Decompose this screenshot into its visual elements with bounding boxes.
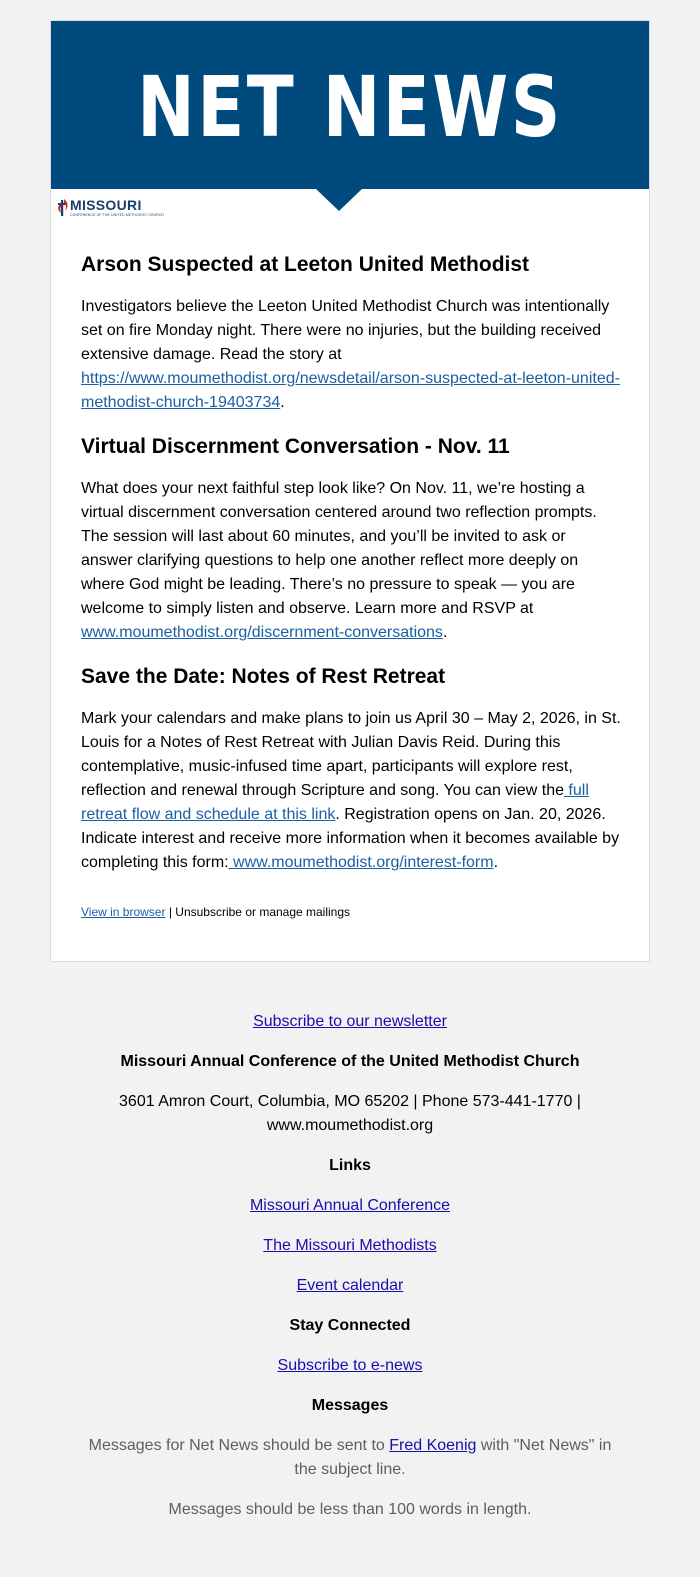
logo-subtitle: CONFERENCE OF THE UNITED METHODIST CHURCH bbox=[70, 213, 165, 217]
interest-form-link[interactable]: www.moumethodist.org/interest-form bbox=[228, 854, 494, 871]
missouri-conference-logo bbox=[57, 197, 165, 219]
unsubscribe-link[interactable]: Unsubscribe or manage mailings bbox=[175, 905, 351, 919]
newsletter-card bbox=[50, 20, 650, 962]
messages-length-note: Messages should be less than 100 words in length. bbox=[168, 1501, 532, 1518]
subscribe-enews-link[interactable]: Subscribe to e-news bbox=[277, 1357, 423, 1374]
links-heading: Links bbox=[329, 1157, 371, 1174]
header-banner bbox=[51, 21, 649, 189]
logo-wordmark: MISSOURI bbox=[70, 197, 142, 213]
messages-heading: Messages bbox=[311, 1397, 389, 1414]
article-title: Arson Suspected at Leeton United Methodist bbox=[81, 253, 530, 276]
missouri-methodists-link[interactable]: The Missouri Methodists bbox=[263, 1237, 437, 1254]
view-in-browser-link[interactable]: View in browser bbox=[81, 905, 166, 919]
org-name: Missouri Annual Conference of the United Methodist Church bbox=[120, 1053, 580, 1070]
article-body: Investigators believe the Leeton United Methodist Church was intentionally set on fire Monday night. There were no injuries, but the building received extensive damage. Read the story at https://www.moumethodist.org/newsdetail/arson-suspected-at-leeton-united-methodist-church-19403734. bbox=[81, 298, 620, 411]
messages-note: Messages for Net News should be sent to Fred Koenig with "Net News" in the subject line. bbox=[88, 1437, 612, 1478]
cross-flame-icon bbox=[57, 198, 69, 216]
fred-koenig-link[interactable]: Fred Koenig bbox=[389, 1437, 477, 1454]
article-body: Mark your calendars and make plans to join us April 30 – May 2, 2026, in St. Louis for a Notes of Rest Retreat with Julian Davis Reid. During this contemplative, music-infused time apart, participants will explore rest, reflection and renewal through Scripture and song. You can view the full retreat flow and schedule at this link. Registration opens on Jan. 20, 2026. Indicate interest and receive more information when it becomes available by completing this form: www.moumethodist.org/interest-form. bbox=[81, 710, 621, 871]
article-title: Virtual Discernment Conversation - Nov. 11 bbox=[81, 435, 510, 458]
event-calendar-link[interactable]: Event calendar bbox=[296, 1277, 404, 1294]
banner-title: NET NEWS bbox=[137, 58, 563, 156]
article-body: What does your next faithful step look like? On Nov. 11, we’re hosting a virtual discernment conversation centered around two reflection prompts. The session will last about 60 minutes, and you’ll be invited to ask or answer clarifying questions to help one another reflect more deeply on where God might be leading. There’s no pressure to speak — you are welcome to simply listen and observe. Learn more and RSVP at www.moumethodist.org/discernment-conversations. bbox=[81, 480, 597, 641]
subscribe-newsletter-link[interactable]: Subscribe to our newsletter bbox=[253, 1013, 447, 1030]
newsletter-content bbox=[81, 251, 621, 919]
mailing-links: View in browser | Unsubscribe or manage mailings bbox=[81, 905, 351, 919]
page-footer bbox=[50, 1010, 650, 1522]
org-address: 3601 Amron Court, Columbia, MO 65202 | Phone 573-441-1770 | www.moumethodist.org bbox=[119, 1093, 581, 1134]
retreat-schedule-link[interactable]: full retreat flow and schedule at this link bbox=[81, 782, 589, 823]
banner-notch bbox=[315, 188, 363, 211]
article-link[interactable]: https://www.moumethodist.org/newsdetail/arson-suspected-at-leeton-united-methodist-church-19403734 bbox=[81, 370, 620, 411]
stay-connected-heading: Stay Connected bbox=[289, 1317, 411, 1334]
article-link[interactable]: www.moumethodist.org/discernment-conversations bbox=[81, 624, 443, 641]
missouri-conference-link[interactable]: Missouri Annual Conference bbox=[249, 1197, 451, 1214]
article-title: Save the Date: Notes of Rest Retreat bbox=[81, 665, 446, 688]
